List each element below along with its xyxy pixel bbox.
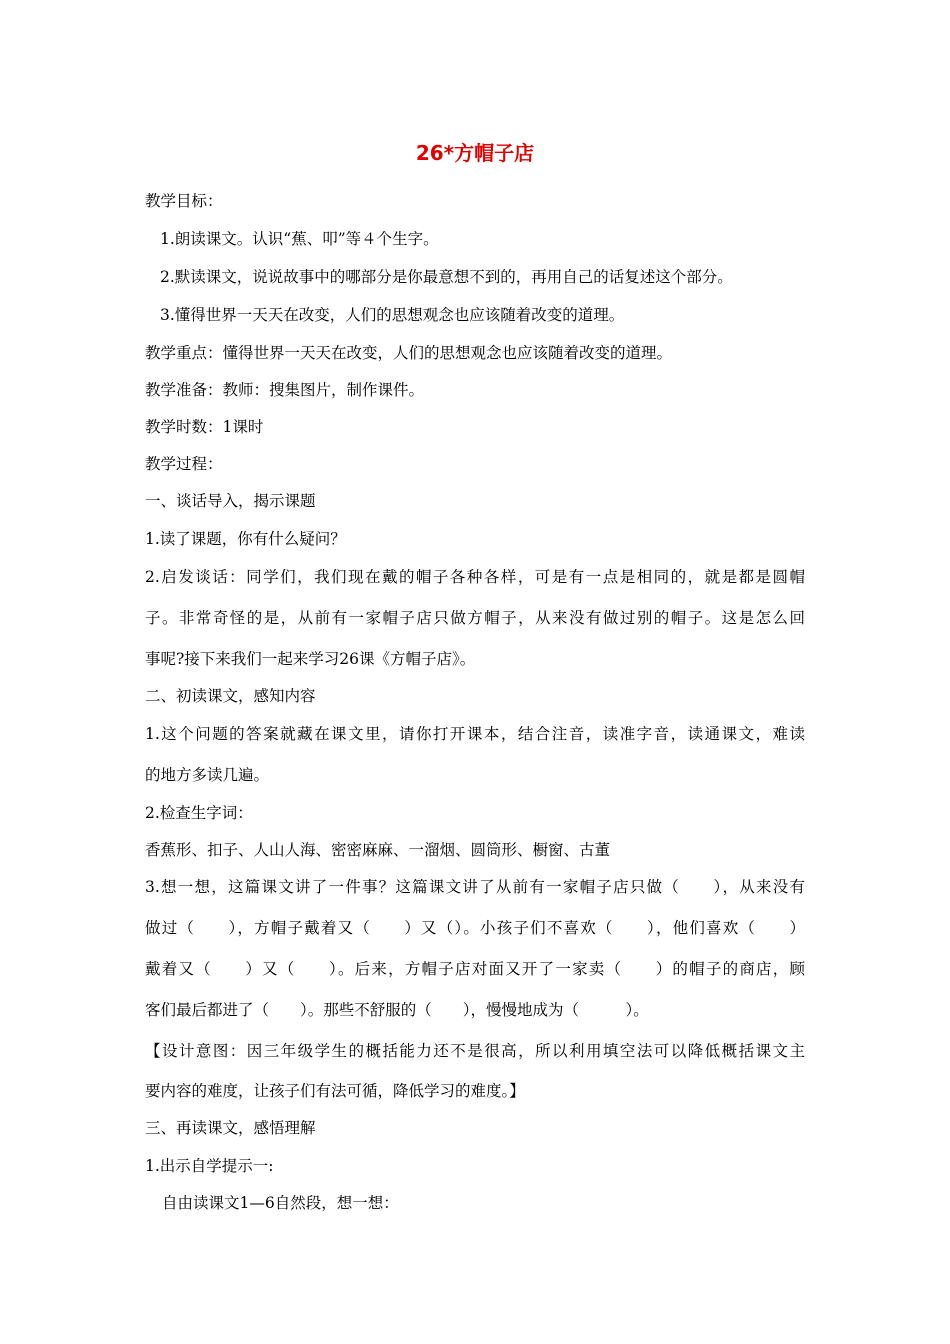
- text-line: 教学时数：1课时: [145, 418, 264, 436]
- text-line: 2.默读课文，说说故事中的哪部分是你最意想不到的，再用自己的话复述这个部分。: [160, 268, 733, 286]
- text-line: 教学准备：教师：搜集图片，制作课件。: [145, 381, 425, 399]
- text-line: 做过（ ），方帽子戴着又（ ）又（）。小孩子们不喜欢（ ），他们喜欢（ ）: [145, 919, 805, 937]
- design-intent-line: 要内容的难度，让孩子们有法可循，降低学习的难度。】: [145, 1082, 525, 1100]
- text-line: 3.想一想，这篇课文讲了一件事？这篇课文讲了从前有一家帽子店只做（ ），从来没有: [145, 878, 805, 896]
- text-line: 2.检查生字词：: [145, 804, 253, 822]
- section-heading: 三、再读课文，感悟理解: [145, 1119, 316, 1137]
- document-title: 26*方帽子店: [415, 141, 535, 165]
- section-heading: 一、谈话导入，揭示课题: [145, 492, 316, 510]
- text-line: 自由读课文1—6自然段，想一想：: [162, 1194, 399, 1212]
- text-line: 香蕉形、扣子、人山人海、密密麻麻、一溜烟、圆筒形、橱窗、古董: [145, 841, 611, 859]
- text-line: 事呢?接下来我们一起来学习26课《方帽子店》。: [145, 650, 476, 668]
- text-line: 1.出示自学提示一:: [145, 1157, 274, 1175]
- text-line: 戴着又（ ）又（ ）。后来，方帽子店对面又开了一家卖（ ）的帽子的商店，顾: [145, 960, 805, 978]
- text-line: 教学目标：: [145, 192, 223, 210]
- text-line: 教学过程：: [145, 455, 223, 473]
- text-line: 的地方多读几遍。: [145, 766, 270, 784]
- section-heading: 二、初读课文，感知内容: [145, 687, 316, 705]
- text-line: 1.读了课题，你有什么疑问？: [145, 530, 346, 548]
- text-line: 客们最后都进了（ ）。那些不舒服的（ ），慢慢地成为（ ）。: [145, 1001, 649, 1019]
- design-intent-line: 【设计意图：因三年级学生的概括能力还不是很高，所以利用填空法可以降低概括课文主: [145, 1042, 805, 1060]
- text-line: 1.这个问题的答案就藏在课文里，请你打开课本，结合注音，读准字音，读通课文，难读: [145, 725, 805, 743]
- text-line: 3.懂得世界一天天在改变，人们的思想观念也应该随着改变的道理。: [160, 306, 625, 324]
- text-line: 教学重点：懂得世界一天天在改变，人们的思想观念也应该随着改变的道理。: [145, 344, 673, 362]
- text-line: 2.启发谈话：同学们，我们现在戴的帽子各种各样，可是有一点是相同的，就是都是圆帽: [145, 568, 805, 586]
- text-line: 1.朗读课文。认识“蕉、叩”等４个生字。: [160, 230, 439, 248]
- text-line: 子。非常奇怪的是，从前有一家帽子店只做方帽子，从来没有做过别的帽子。这是怎么回: [145, 609, 805, 627]
